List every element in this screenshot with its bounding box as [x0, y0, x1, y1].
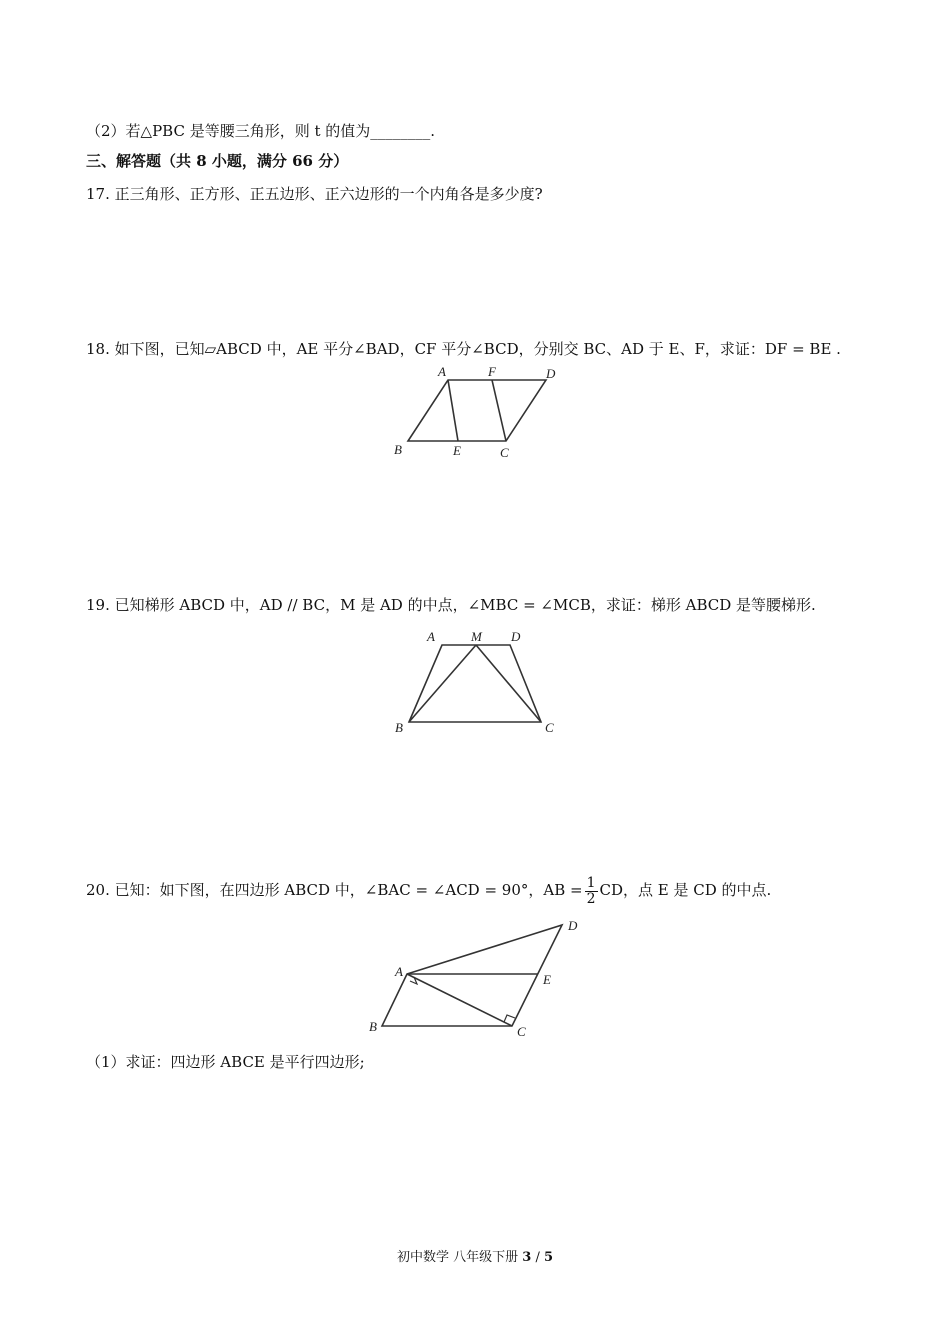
footer-page-number: 3	[522, 1250, 532, 1265]
q20-text-before: 20. 已知：如下图，在四边形 ABCD 中，∠BAC = ∠ACD = 90°，AB =	[86, 881, 583, 899]
label-a: A	[395, 964, 403, 979]
fraction-one-half	[585, 876, 598, 907]
figure-19-trapezoid	[385, 626, 565, 738]
label-b: B	[395, 720, 403, 735]
question-19: 19. 已知梯形 ABCD 中，AD // BC，M 是 AD 的中点，∠MBC = ∠MCB，求证：梯形 ABCD 是等腰梯形.	[86, 596, 816, 614]
footer-separator: /	[535, 1250, 540, 1265]
label-b: B	[369, 1019, 377, 1034]
page-footer	[0, 1246, 950, 1265]
label-m: M	[471, 629, 482, 644]
label-a: A	[427, 629, 435, 644]
label-a: A	[438, 364, 446, 379]
figure-18-parallelogram	[380, 362, 570, 462]
q16-part2: （2）若△PBC 是等腰三角形，则 t 的值为________.	[86, 122, 436, 140]
q20-text-after: CD，点 E 是 CD 的中点.	[599, 881, 772, 899]
label-f: F	[488, 364, 496, 379]
footer-total-pages: 5	[543, 1250, 554, 1265]
question-20	[86, 873, 771, 907]
q20-part1: （1）求证：四边形 ABCE 是平行四边形;	[86, 1053, 365, 1071]
label-c: C	[500, 445, 509, 460]
question-18: 18. 如下图，已知▱ABCD 中，AE 平分∠BAD，CF 平分∠BCD，分别交 BC、AD 于 E、F，求证：DF = BE .	[86, 340, 841, 358]
figure-20-quadrilateral	[360, 914, 590, 1042]
label-c: C	[517, 1024, 526, 1039]
section3-title: 三、解答题（共 8 小题，满分 66 分）	[86, 152, 349, 170]
label-d: D	[511, 629, 521, 644]
label-e: E	[543, 972, 551, 987]
label-e: E	[453, 443, 461, 458]
fraction-numerator: 1	[586, 874, 596, 891]
label-b: B	[394, 442, 402, 457]
footer-subject: 初中数学 八年级下册	[396, 1250, 519, 1265]
label-d: D	[546, 366, 556, 381]
fraction-denominator: 2	[586, 890, 596, 907]
label-c: C	[545, 720, 554, 735]
question-17: 17. 正三角形、正方形、正五边形、正六边形的一个内角各是多少度?	[86, 185, 543, 203]
label-d: D	[568, 918, 578, 933]
